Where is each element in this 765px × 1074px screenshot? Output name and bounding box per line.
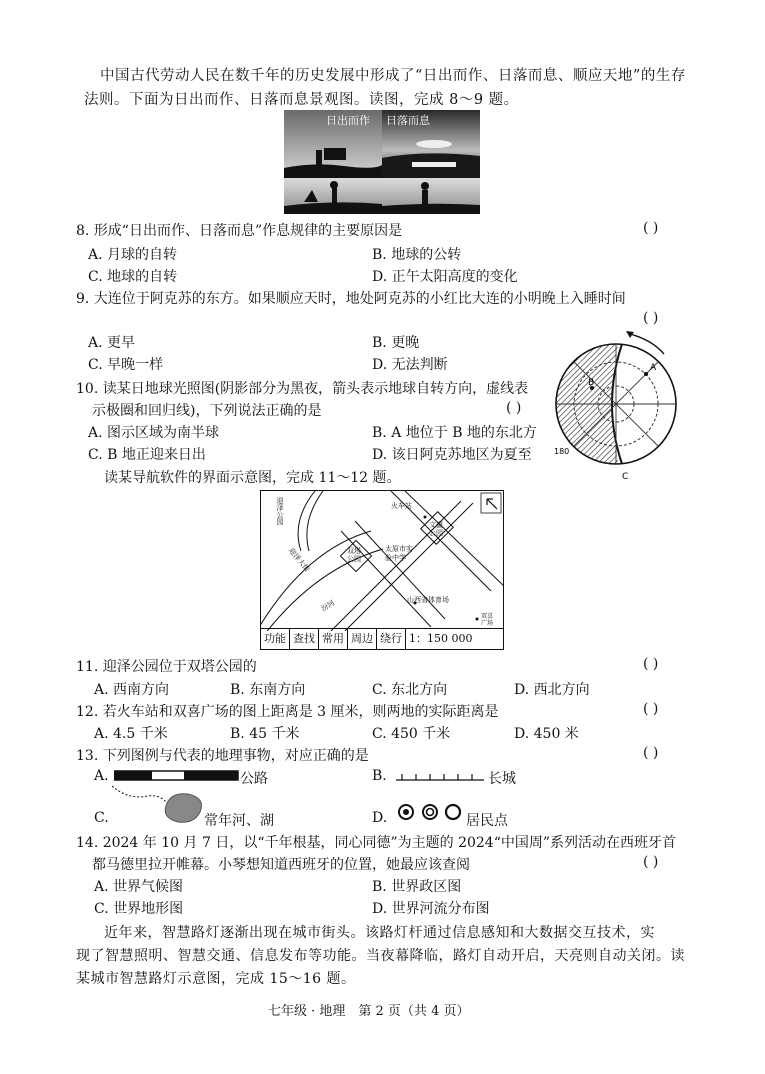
page-footer: 七年级 · 地理 第 2 页（共 4 页） [268,1004,470,1019]
intro-line-1: 中国古代劳动人民在数千年的历史发展中形成了“日出而作、日落而息、顺应天地”的生存 [100,68,686,84]
photo-label-left: 日出而作 [326,114,370,127]
point-a [644,372,648,376]
map-scale: 1：150 000 [409,632,473,645]
q10-answer-paren[interactable]: ( ) [506,400,522,416]
q9-answer-paren[interactable]: ( ) [643,310,659,326]
q13-option-a-text[interactable]: 公路 [240,771,268,787]
q14-answer-paren[interactable]: ( ) [643,854,659,870]
q8-option-c[interactable]: C. 地球的自转 [88,269,178,285]
q8-option-d[interactable]: D. 正午太阳高度的变化 [372,269,518,285]
photo-label-right: 日落而息 [386,114,430,127]
north-arrow-icon [487,499,497,509]
q13-option-c-text[interactable]: 常年河、湖 [204,813,274,829]
q8-option-b[interactable]: B. 地球的公转 [372,247,462,263]
rotation-arrow-icon [630,334,664,354]
q12-stem: 12. 若火车站和双喜广场的图上距离是 3 厘米，则两地的实际距离是 [76,704,499,720]
label-b: B [588,378,595,388]
intro-2: 读某导航软件的界面示意图，完成 11～12 题。 [104,470,401,486]
q14-stem-2: 都马德里拉开帷幕。小琴想知道西班牙的位置，她最应该查阅 [92,857,470,873]
q9-option-a[interactable]: A. 更早 [88,335,136,351]
q11-option-a[interactable]: A. 西南方向 [94,682,170,698]
toolbar-search-button[interactable]: 查找 [290,629,319,649]
q8-stem: 8. 形成“日出而作、日落而息”作息规律的主要原因是 [76,223,403,239]
q8-option-a[interactable]: A. 月球的自转 [88,247,178,263]
highway-symbol-icon [114,770,240,782]
great-wall-symbol-icon [396,770,486,782]
q11-option-c[interactable]: C. 东北方向 [372,682,448,698]
sunrise-sunset-photo [284,110,480,214]
q9-option-b[interactable]: B. 更晚 [372,335,420,351]
q11-option-b[interactable]: B. 东南方向 [230,682,306,698]
q9-option-d[interactable]: D. 无法判断 [372,357,448,373]
q8-answer-paren[interactable]: ( ) [643,220,659,236]
q13-option-b-text[interactable]: 长城 [488,771,516,787]
q10-stem-2: 示极圈和回归线)，下列说法正确的是 [92,403,322,419]
q12-option-b[interactable]: B. 45 千米 [230,726,300,742]
q12-option-a[interactable]: A. 4.5 千米 [94,726,168,742]
q11-stem: 11. 迎泽公园位于双塔公园的 [76,659,257,675]
label-a: A [650,363,657,373]
q14-option-d[interactable]: D. 世界河流分布图 [372,901,490,917]
q10-option-b[interactable]: B. A 地位于 B 地的东北方 [372,425,537,441]
label-c: C [622,472,629,482]
q14-option-c[interactable]: C. 世界地形图 [94,901,184,917]
q14-option-a[interactable]: A. 世界气候图 [94,879,184,895]
river-lake-symbol-icon [108,782,208,826]
earth-illumination-diagram [552,322,688,484]
station-marker [424,516,427,519]
label-shuangta-park[interactable]: 双塔公园 [347,547,361,563]
q9-option-c[interactable]: C. 早晚一样 [88,357,164,373]
label-river: 汾河 [319,599,337,613]
q9-stem: 9. 大连位于阿克苏的东方。如果顺应天时，地处阿克苏的小红比大连的小明晚上入睡时间 [76,291,626,307]
toolbar-function-button[interactable]: 功能 [261,629,290,649]
label-school[interactable]: 太原市实验中学 [385,545,413,562]
q13-option-d-text[interactable]: 居民点 [466,813,508,829]
q13-option-d-label[interactable]: D. [372,810,388,826]
label-yingze-park[interactable]: 迎泽公园 [276,497,284,525]
q12-option-c[interactable]: C. 450 千米 [372,726,451,742]
q10-option-a[interactable]: A. 图示区域为南半球 [88,425,220,441]
q10-option-c[interactable]: C. B 地正迎来日出 [88,447,206,463]
q14-option-b[interactable]: B. 世界政区图 [372,879,462,895]
map-toolbar [261,628,503,649]
q11-option-d[interactable]: D. 西北方向 [514,682,590,698]
navigation-map [260,490,504,650]
label-road: 迎泽大街 [286,546,312,574]
q12-option-d[interactable]: D. 450 米 [514,726,579,742]
label-180: 180 [554,447,570,456]
toolbar-detour-button[interactable]: 绕行 [377,629,406,649]
q10-stem-1: 10. 读某日地球光照图(阴影部分为黑夜，箭头表示地球自转方向，虚线表 [76,381,529,397]
q13-answer-paren[interactable]: ( ) [643,745,659,761]
intro-3-line-3: 某城市智慧路灯示意图，完成 15～16 题。 [76,971,356,987]
q14-stem-1: 14. 2024 年 10 月 7 日，以“千年根基，同心同德”为主题的 2024“中国周”系列活动在西班牙首 [76,835,677,851]
q12-answer-paren[interactable]: ( ) [643,701,659,717]
toolbar-favorites-button[interactable]: 常用 [319,629,348,649]
photo-illustration [284,110,480,214]
label-stadium[interactable]: 山西省体育场 [407,596,449,604]
settlement-symbol-icon [396,802,466,822]
q13-stem: 13. 下列图例与代表的地理事物，对应正确的是 [76,748,369,764]
intro-3-line-2: 现了智慧照明、智慧交通、信息发布等功能。当夜幕降临，路灯自动开启，天亮则自动关闭。读 [76,948,685,964]
label-station[interactable]: 火车站 [391,502,412,510]
q13-option-a-label[interactable]: A. [94,768,109,784]
q11-answer-paren[interactable]: ( ) [643,656,659,672]
intro-3-line-1: 近年来，智慧路灯逐渐出现在城市街头。该路灯杆通过信息感知和大数据交互技术，实 [104,925,655,941]
q13-option-c-label[interactable]: C. [94,810,109,826]
q13-option-b-label[interactable]: B. [372,768,387,784]
intro-line-2: 法则。下面为日出而作、日落而息景观图。读图，完成 8～9 题。 [84,92,519,108]
label-wenying-park[interactable]: 文瀛公园 [429,521,443,537]
q10-option-d[interactable]: D. 该日阿克苏地区为夏至 [372,447,532,463]
label-square[interactable]: 双喜广场 [481,613,494,627]
toolbar-nearby-button[interactable]: 周边 [348,629,377,649]
